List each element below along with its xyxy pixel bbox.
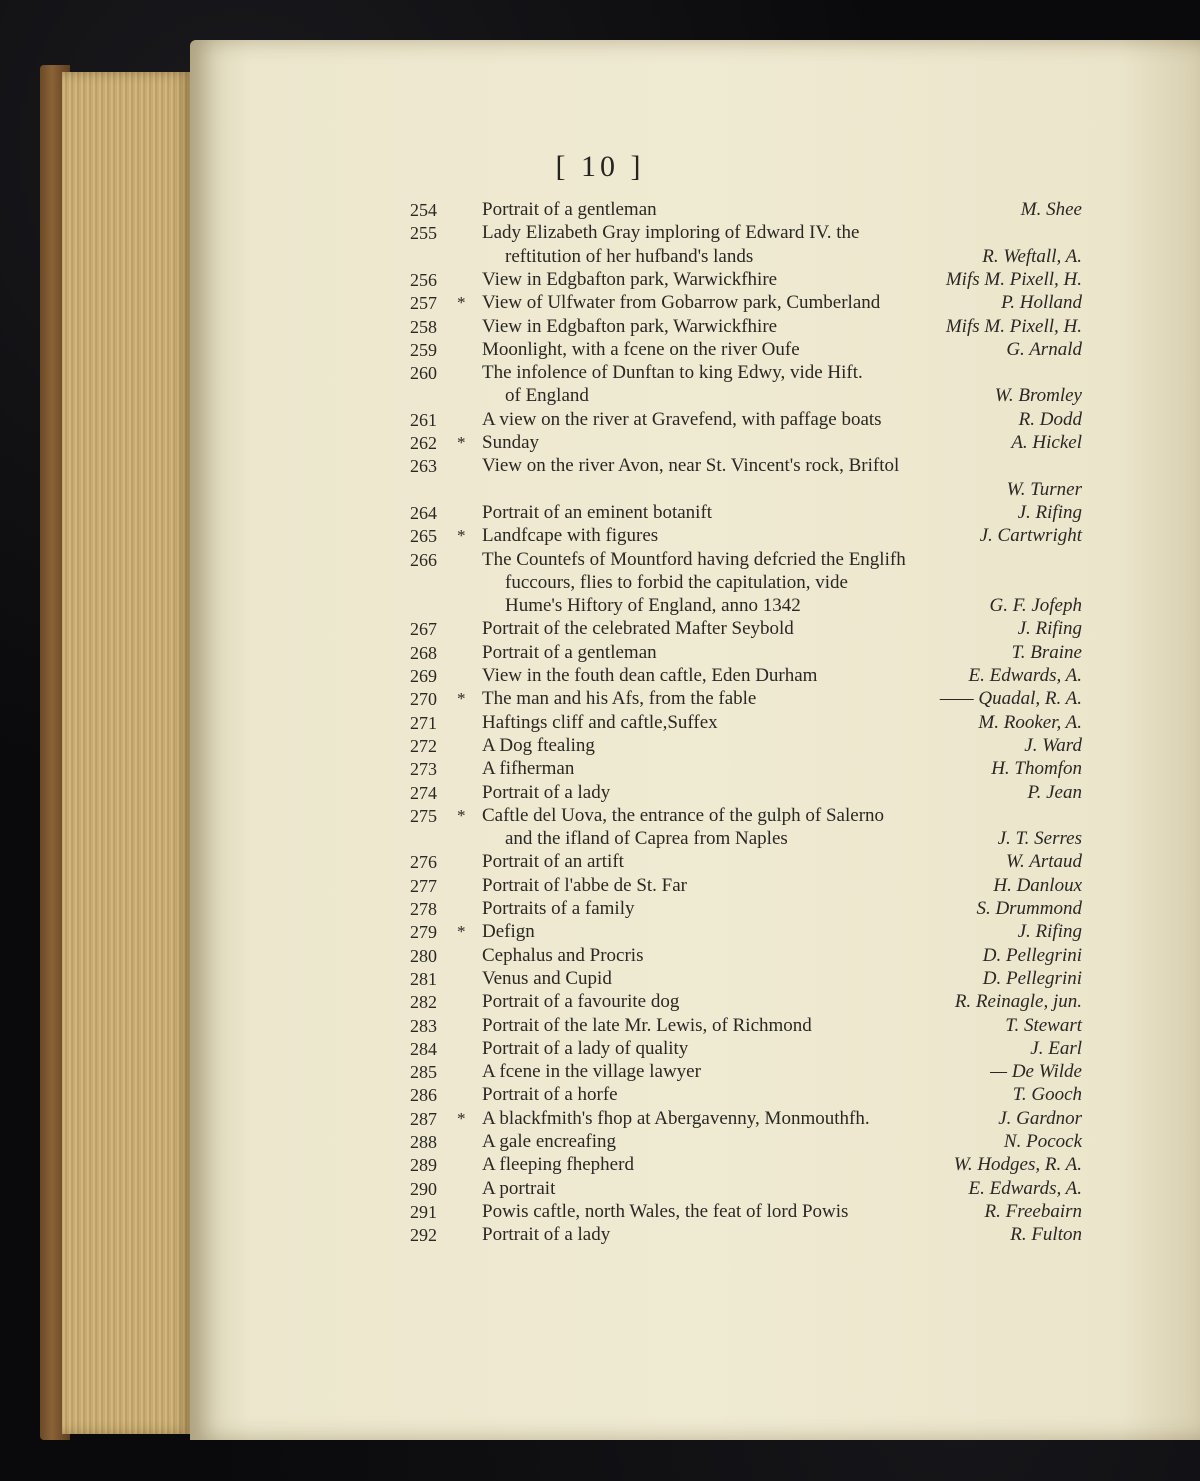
entry-marker: * bbox=[457, 922, 466, 942]
entry-artist: M. Rooker, A. bbox=[978, 711, 1082, 733]
catalogue-entry bbox=[0, 245, 1200, 269]
catalogue-entry bbox=[0, 1177, 1200, 1201]
entry-title: A gale encreafing bbox=[482, 1131, 616, 1152]
entry-number: 288 bbox=[410, 1132, 437, 1152]
catalogue-entry bbox=[0, 454, 1200, 478]
entry-number: 285 bbox=[410, 1062, 437, 1083]
entry-title: Hume's Hiftory of England, anno 1342 bbox=[505, 595, 801, 617]
entry-number: 256 bbox=[410, 269, 437, 290]
entry-title: View of Ulfwater from Gobarrow park, Cumberland bbox=[482, 292, 881, 314]
entry-artist: M. Shee bbox=[1020, 199, 1082, 220]
entry-artist: R. Dodd bbox=[1018, 408, 1082, 430]
entry-title: Haftings cliff and caftle,Suffex bbox=[482, 711, 718, 733]
entry-title: Portrait of a gentleman bbox=[482, 199, 657, 220]
entry-artist: R. Weftall, A. bbox=[982, 245, 1082, 267]
entry-artist: W. Bromley bbox=[994, 385, 1082, 407]
entry-number: 281 bbox=[410, 968, 437, 989]
catalogue-entry bbox=[0, 781, 1200, 805]
entry-artist: R. Freebairn bbox=[984, 1200, 1082, 1222]
entry-marker: * bbox=[457, 293, 466, 313]
entry-title: fuccours, flies to forbid the capitulation, vide bbox=[505, 571, 848, 593]
catalogue-entry bbox=[0, 1107, 1200, 1131]
entry-artist: J. Rifing bbox=[1017, 618, 1082, 640]
entry-title: The Countefs of Mountford having defcried the Englifh bbox=[482, 548, 906, 570]
entry-title: reftitution of her hufband's lands bbox=[505, 245, 754, 267]
entry-marker: * bbox=[457, 433, 466, 452]
entry-number: 290 bbox=[410, 1178, 437, 1199]
entry-title: Portrait of the celebrated Mafter Seybold bbox=[482, 618, 794, 640]
entry-artist: P. Holland bbox=[1001, 292, 1082, 314]
catalogue-entry bbox=[0, 1060, 1200, 1084]
catalogue-entry bbox=[0, 571, 1200, 595]
entry-number: 268 bbox=[410, 642, 437, 663]
entry-artist: S. Drummond bbox=[976, 898, 1082, 919]
catalogue-entry bbox=[0, 1153, 1200, 1177]
entry-artist: J. Rifing bbox=[1017, 921, 1082, 943]
entry-artist: P. Jean bbox=[1027, 781, 1082, 803]
entry-number: 263 bbox=[410, 456, 437, 477]
entry-marker: * bbox=[457, 805, 466, 825]
entry-title: and the ifland of Caprea from Naples bbox=[505, 828, 788, 850]
entry-title: A Dog ftealing bbox=[482, 734, 595, 756]
entry-number: 265 bbox=[410, 526, 437, 547]
catalogue-entry bbox=[0, 990, 1200, 1014]
entry-number: 267 bbox=[410, 619, 437, 640]
entry-title: Defign bbox=[482, 921, 535, 943]
entry-artist: G. F. Jofeph bbox=[989, 595, 1082, 617]
entry-artist: A. Hickel bbox=[1011, 432, 1082, 453]
entry-title: Portrait of the late Mr. Lewis, of Richmond bbox=[482, 1014, 812, 1036]
entry-title: Portrait of an artift bbox=[482, 851, 624, 873]
entry-artist: J. Earl bbox=[1030, 1037, 1082, 1059]
entry-artist: H. Danloux bbox=[993, 874, 1082, 896]
entry-title: View in the fouth dean caftle, Eden Durham bbox=[482, 665, 818, 686]
entry-artist: D. Pellegrini bbox=[982, 944, 1082, 966]
entry-artist: W. Turner bbox=[1006, 478, 1082, 500]
entry-number: 275 bbox=[410, 805, 437, 826]
entry-artist: W. Artaud bbox=[1005, 851, 1082, 873]
entry-artist: W. Hodges, R. A. bbox=[953, 1154, 1082, 1176]
catalogue-entry bbox=[0, 920, 1200, 944]
catalogue-entry bbox=[0, 897, 1200, 921]
entry-number: 266 bbox=[410, 549, 437, 570]
entry-title: The man and his Afs, from the fable bbox=[482, 688, 757, 710]
entry-number: 286 bbox=[410, 1085, 437, 1106]
entry-title: Portrait of a lady bbox=[482, 1224, 611, 1246]
entry-title: Caftle del Uova, the entrance of the gulph of Salerno bbox=[482, 804, 885, 826]
entry-artist: J. Rifing bbox=[1017, 501, 1082, 523]
entry-title: View in Edgbafton park, Warwickfhire bbox=[482, 315, 778, 337]
entry-title: Cephalus and Procris bbox=[482, 944, 644, 966]
catalogue-entry bbox=[0, 361, 1200, 385]
entry-title: Portrait of a favourite dog bbox=[482, 991, 680, 1013]
catalogue-entry bbox=[0, 315, 1200, 339]
entry-title: Venus and Cupid bbox=[482, 967, 612, 989]
entry-number: 276 bbox=[410, 852, 437, 873]
entry-number: 262 bbox=[410, 433, 437, 453]
entry-number: 257 bbox=[410, 293, 437, 314]
catalogue-entry bbox=[0, 431, 1200, 455]
catalogue-entry bbox=[0, 734, 1200, 758]
catalogue-entry bbox=[0, 850, 1200, 874]
entry-number: 272 bbox=[410, 735, 437, 756]
entry-title: A blackfmith's fhop at Abergavenny, Monmouthfh. bbox=[482, 1107, 870, 1129]
entry-title: Lady Elizabeth Gray imploring of Edward IV. the bbox=[482, 222, 860, 244]
catalogue-entry bbox=[0, 291, 1200, 315]
entry-number: 269 bbox=[410, 666, 437, 686]
catalogue-entry bbox=[0, 967, 1200, 991]
entry-artist: T. Gooch bbox=[1012, 1084, 1082, 1106]
entry-number: 284 bbox=[410, 1038, 437, 1059]
entry-title: Sunday bbox=[482, 432, 539, 453]
entry-artist: —— Quadal, R. A. bbox=[939, 688, 1082, 710]
entry-marker: * bbox=[457, 526, 466, 546]
entry-title: The infolence of Dunftan to king Edwy, vide Hift. bbox=[482, 362, 863, 384]
entry-marker: * bbox=[457, 1108, 466, 1128]
entry-title: Moonlight, with a fcene on the river Oufe bbox=[482, 338, 800, 360]
catalogue-entry bbox=[0, 944, 1200, 968]
entry-artist: Mifs M. Pixell, H. bbox=[945, 315, 1082, 337]
entry-number: 274 bbox=[410, 782, 437, 803]
entry-number: 261 bbox=[410, 409, 437, 430]
catalogue-entry bbox=[0, 1037, 1200, 1061]
entry-artist: E. Edwards, A. bbox=[968, 1177, 1082, 1199]
entry-artist: J. Ward bbox=[1024, 734, 1082, 756]
catalogue-entry bbox=[0, 1223, 1200, 1247]
entry-number: 279 bbox=[410, 922, 437, 943]
entry-number: 264 bbox=[410, 502, 437, 523]
entry-number: 271 bbox=[410, 712, 437, 733]
entry-number: 273 bbox=[410, 759, 437, 780]
catalogue-entry bbox=[0, 548, 1200, 572]
entry-artist: G. Arnald bbox=[1006, 338, 1082, 360]
entry-title: Portrait of a lady of quality bbox=[482, 1037, 689, 1059]
entry-artist: D. Pellegrini bbox=[982, 967, 1082, 989]
entry-number: 260 bbox=[410, 363, 437, 384]
catalogue-entry bbox=[0, 501, 1200, 525]
catalogue-entry bbox=[0, 478, 1200, 502]
entry-artist: R. Reinagle, jun. bbox=[954, 991, 1082, 1013]
entry-number: 259 bbox=[410, 339, 437, 360]
entry-artist: T. Stewart bbox=[1005, 1014, 1082, 1036]
entry-artist: R. Fulton bbox=[1010, 1224, 1082, 1246]
entry-title: View on the river Avon, near St. Vincent's rock, Briftol bbox=[482, 455, 900, 477]
catalogue-entry bbox=[0, 687, 1200, 711]
catalogue-entry bbox=[0, 524, 1200, 548]
entry-artist: E. Edwards, A. bbox=[968, 665, 1082, 686]
catalogue-entry bbox=[0, 827, 1200, 851]
entry-artist: Mifs M. Pixell, H. bbox=[945, 268, 1082, 290]
entry-marker: * bbox=[457, 689, 466, 709]
entry-number: 292 bbox=[410, 1225, 437, 1246]
entry-title: Portrait of an eminent botanift bbox=[482, 501, 713, 523]
catalogue-entry bbox=[0, 338, 1200, 362]
entry-number: 282 bbox=[410, 992, 437, 1013]
catalogue-entry bbox=[0, 198, 1200, 222]
entry-title: A portrait bbox=[482, 1177, 556, 1199]
catalogue-entry bbox=[0, 711, 1200, 735]
catalogue-entry bbox=[0, 641, 1200, 665]
entry-artist: N. Pocock bbox=[1003, 1131, 1082, 1152]
entry-title: A view on the river at Gravefend, with paffage boats bbox=[482, 408, 882, 430]
entry-title: A fifherman bbox=[482, 758, 575, 780]
entry-title: Portrait of a horfe bbox=[482, 1084, 618, 1106]
entry-title: Portrait of a gentleman bbox=[482, 641, 657, 663]
entry-number: 283 bbox=[410, 1015, 437, 1036]
entry-number: 270 bbox=[410, 689, 437, 710]
page-header: [ 10 ] bbox=[555, 150, 645, 183]
entry-title: Portrait of a lady bbox=[482, 781, 611, 803]
entry-number: 280 bbox=[410, 945, 437, 966]
entry-artist: T. Braine bbox=[1011, 641, 1082, 663]
catalogue-entry bbox=[0, 757, 1200, 781]
catalogue-entry bbox=[0, 804, 1200, 828]
entry-artist: — De Wilde bbox=[990, 1061, 1082, 1083]
entry-artist: J. T. Serres bbox=[997, 828, 1082, 850]
catalogue-entry bbox=[0, 1083, 1200, 1107]
catalogue-entry bbox=[0, 594, 1200, 618]
entry-title: Portraits of a family bbox=[482, 898, 635, 919]
catalogue-entry bbox=[0, 664, 1200, 688]
catalogue-entry bbox=[0, 617, 1200, 641]
catalogue-entry bbox=[0, 1200, 1200, 1224]
entry-title: A fcene in the village lawyer bbox=[482, 1061, 701, 1083]
catalogue-entry bbox=[0, 221, 1200, 245]
entry-title: Powis caftle, north Wales, the feat of lord Powis bbox=[482, 1200, 849, 1222]
entry-artist: J. Gardnor bbox=[998, 1107, 1082, 1129]
entry-number: 289 bbox=[410, 1155, 437, 1176]
entry-title: View in Edgbafton park, Warwickfhire bbox=[482, 268, 778, 290]
entry-title: A fleeping fhepherd bbox=[482, 1154, 634, 1176]
entry-artist: H. Thomfon bbox=[991, 758, 1082, 780]
catalogue-entry bbox=[0, 268, 1200, 292]
entry-artist: J. Cartwright bbox=[979, 525, 1082, 547]
entry-number: 291 bbox=[410, 1201, 437, 1222]
entry-title: of England bbox=[505, 385, 589, 407]
entry-title: Landfcape with figures bbox=[482, 525, 659, 547]
entry-title: Portrait of l'abbe de St. Far bbox=[482, 874, 687, 896]
catalogue-entry bbox=[0, 1014, 1200, 1038]
entry-number: 287 bbox=[410, 1108, 437, 1129]
entry-number: 277 bbox=[410, 875, 437, 896]
entry-number: 258 bbox=[410, 316, 437, 337]
catalogue-entry bbox=[0, 384, 1200, 408]
entry-number: 278 bbox=[410, 899, 437, 919]
entry-number: 255 bbox=[410, 223, 437, 244]
catalogue-entry bbox=[0, 874, 1200, 898]
catalogue-entry bbox=[0, 1130, 1200, 1154]
entry-number: 254 bbox=[410, 200, 437, 220]
catalogue-entry bbox=[0, 408, 1200, 432]
